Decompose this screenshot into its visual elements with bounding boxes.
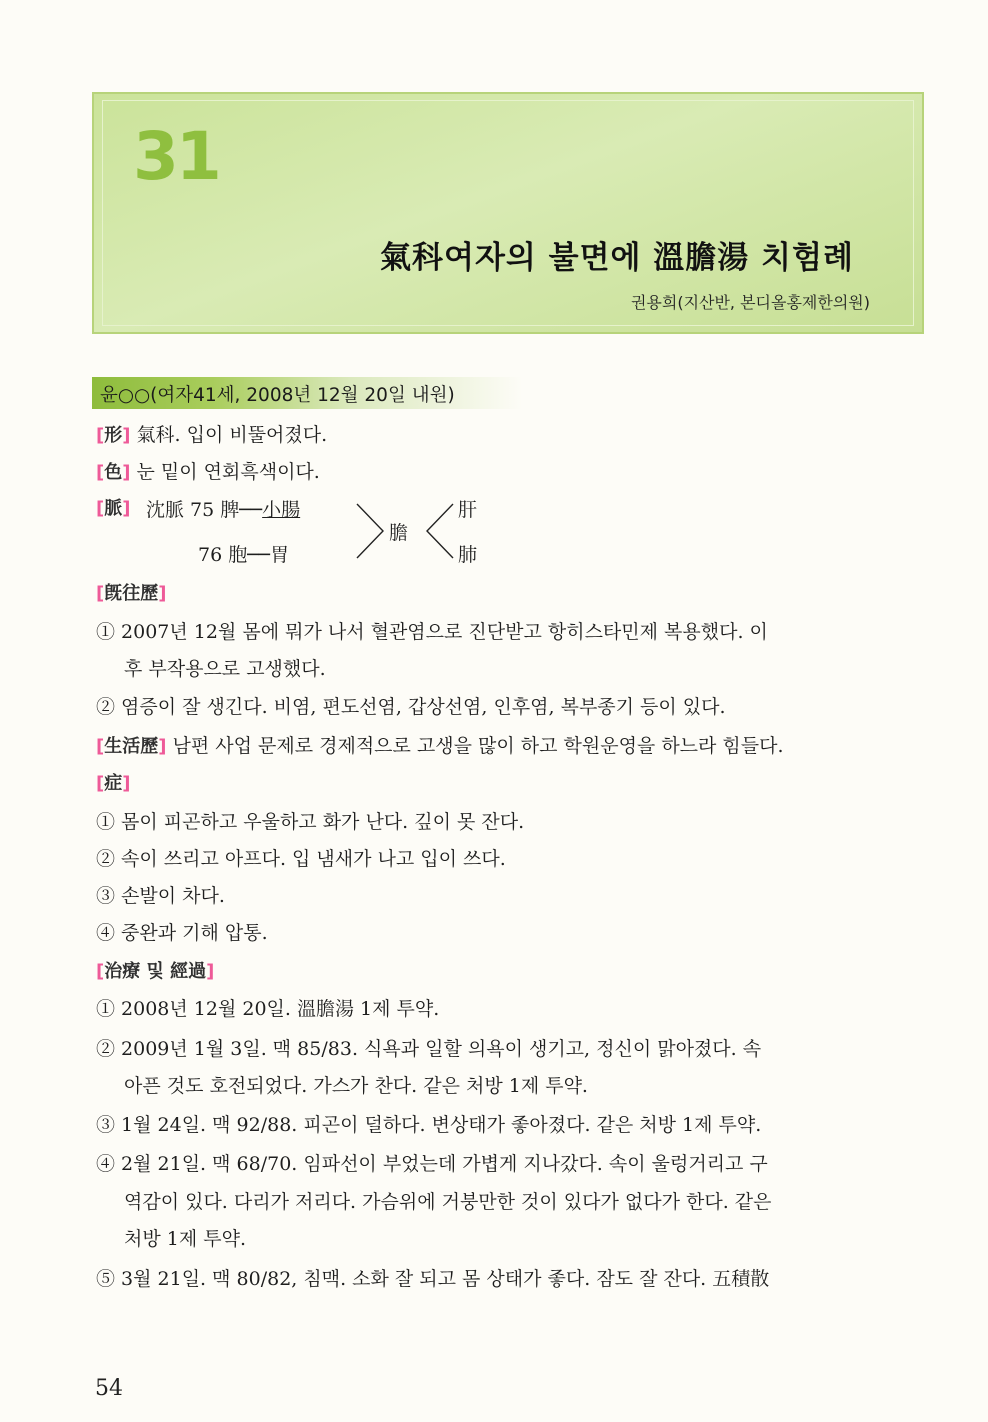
form-row — [96, 422, 327, 449]
pulse-line-2: 76 胞──胃 — [198, 544, 290, 566]
history-line-1: ① 2007년 12월 몸에 뭐가 나서 혈관염으로 진단받고 항히스타민제 복용했다. 이 — [96, 621, 768, 643]
life-tag: [生活歷] — [96, 736, 167, 757]
symptom-3: ③ 손발이 차다. — [96, 885, 225, 907]
chapter-number: 31 — [133, 118, 219, 195]
color-tag: [色] — [96, 462, 131, 483]
life-text: 남편 사업 문제로 경제적으로 고생을 많이 하고 학원운영을 하느라 힘들다. — [172, 735, 784, 757]
article-author: 권용희(지산반, 본디올홍제한의원) — [630, 293, 870, 312]
pulse-connector-lines — [355, 500, 465, 568]
treatment-line-7: 처방 1제 투약. — [124, 1228, 246, 1250]
pulse-tag: [脈] — [96, 498, 131, 519]
color-text: 눈 밑이 연회흑색이다. — [136, 461, 320, 483]
treatment-heading: [治療 및 經過] — [96, 961, 215, 982]
symptom-2: ② 속이 쓰리고 아프다. 입 냄새가 나고 입이 쓰다. — [96, 848, 506, 870]
history-line-3: ② 염증이 잘 생긴다. 비염, 편도선염, 갑상선염, 인후염, 복부종기 등이 있다. — [96, 696, 726, 718]
color-row — [96, 459, 320, 486]
form-tag: [形] — [96, 425, 131, 446]
form-text: 氣科. 입이 비뚤어졌다. — [136, 424, 328, 446]
treatment-line-6: 역감이 있다. 다리가 저리다. 가슴위에 거붕만한 것이 있다가 없다가 한다. 같은 — [124, 1191, 772, 1213]
history-heading: [旣往歷] — [96, 583, 167, 604]
page-number: 54 — [95, 1376, 123, 1401]
treatment-line-5: ④ 2월 21일. 맥 68/70. 임파선이 부었는데 가볍게 지나갔다. 속이 울렁거리고 구 — [96, 1153, 768, 1175]
treatment-line-8: ⑤ 3월 21일. 맥 80/82, 침맥. 소화 잘 되고 몸 상태가 좋다. 잠도 잘 잔다. 五積散 — [96, 1268, 770, 1290]
pulse-center: 膽 — [389, 522, 409, 544]
pulse-line-1: 沈脈 75 脾──小腸 — [146, 499, 301, 521]
symptom-4: ④ 중완과 기해 압통. — [96, 922, 268, 944]
pulse-right-top: 肝 — [458, 499, 478, 521]
pulse-organ-2: 胃 — [270, 544, 290, 566]
treatment-line-3: 아픈 것도 호전되었다. 가스가 찬다. 같은 처방 1제 투약. — [124, 1075, 588, 1097]
pulse-organ-1: 小腸 — [262, 499, 301, 521]
treatment-line-2: ② 2009년 1월 3일. 맥 85/83. 식욕과 일할 의욕이 생기고, 정신이 맑아졌다. 속 — [96, 1038, 762, 1060]
history-line-2: 후 부작용으로 고생했다. — [124, 658, 326, 680]
symptom-1: ① 몸이 피곤하고 우울하고 화가 난다. 깊이 못 잔다. — [96, 811, 525, 833]
symptoms-heading: [症] — [96, 773, 131, 794]
treatment-line-4: ③ 1월 24일. 맥 92/88. 피곤이 덜하다. 변상태가 좋아졌다. 같은 처방 1제 투약. — [96, 1114, 762, 1136]
pulse-right-bottom: 肺 — [458, 544, 478, 566]
patient-info: 윤○○(여자41세, 2008년 12월 20일 내원) — [100, 385, 455, 406]
article-title: 氣科여자의 불면에 溫膽湯 치험례 — [380, 240, 854, 276]
pulse-row — [96, 495, 130, 522]
treatment-line-1: ① 2008년 12월 20일. 溫膽湯 1제 투약. — [96, 998, 440, 1020]
life-row — [96, 733, 784, 760]
